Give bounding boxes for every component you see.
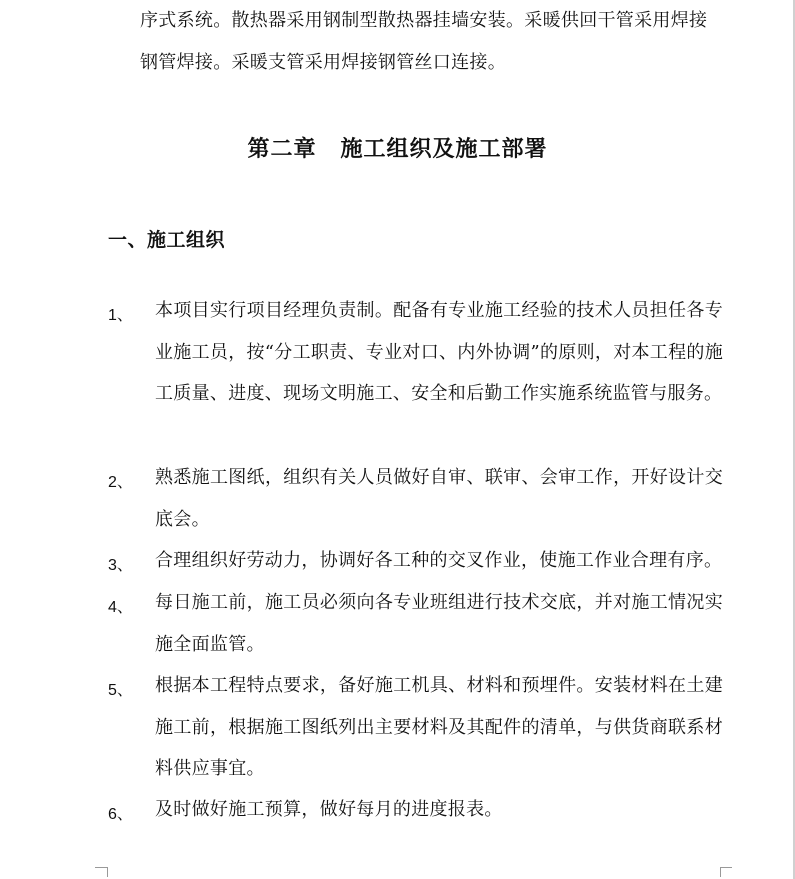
list-item-number: 6、 [108, 806, 133, 823]
chapter-name: 施工组织及施工部署 [340, 136, 548, 162]
intro-line-2: 钢管焊接。采暖支管采用焊接钢管丝口连接。 [140, 52, 506, 73]
section-heading: 一、施工组织 [108, 229, 226, 251]
list-item-text: 及时做好施工预算，做好每月的进度报表。 [155, 799, 503, 820]
list-item-text: 根据本工程特点要求，备好施工机具、材料和预埋件。安装材料在土建施工前，根据施工图纸列出主要材料及其配件的清单，与供货商联系材料供应事宜。 [155, 675, 723, 779]
list-item-text: 本项目实行项目经理负责制。配备有专业施工经验的技术人员担任各专业施工员，按“分工职责、专业对口、内外协调”的原则，对本工程的施工质量、进度、现场文明施工、安全和后勤工作实施系统监管与服务。 [155, 300, 724, 404]
list-item-text: 熟悉施工图纸，组织有关人员做好自审、联审、会审工作，开好设计交底会。 [155, 467, 723, 530]
list-item-number: 3、 [108, 557, 133, 574]
list-item-number: 4、 [108, 599, 133, 616]
margin-mark-left-vertical [107, 867, 108, 877]
list-item-text: 每日施工前，施工员必须向各专业班组进行技术交底，并对施工情况实施全面监管。 [155, 592, 723, 655]
chapter-number: 第二章 [247, 136, 317, 162]
list-item-number: 2、 [108, 474, 133, 491]
list-item-number: 1、 [108, 307, 133, 324]
list-item-text: 合理组织好劳动力，协调好各工种的交叉作业，使施工作业合理有序。 [155, 550, 723, 571]
margin-mark-right-vertical [720, 867, 721, 877]
intro-line-1: 序式系统。散热器采用钢制型散热器挂墙安装。采暖供回干管采用焊接 [140, 10, 708, 31]
margin-mark-right [720, 867, 732, 868]
chapter-title [0, 132, 795, 163]
margin-mark-left [95, 867, 107, 868]
list-item-number: 5、 [108, 682, 133, 699]
